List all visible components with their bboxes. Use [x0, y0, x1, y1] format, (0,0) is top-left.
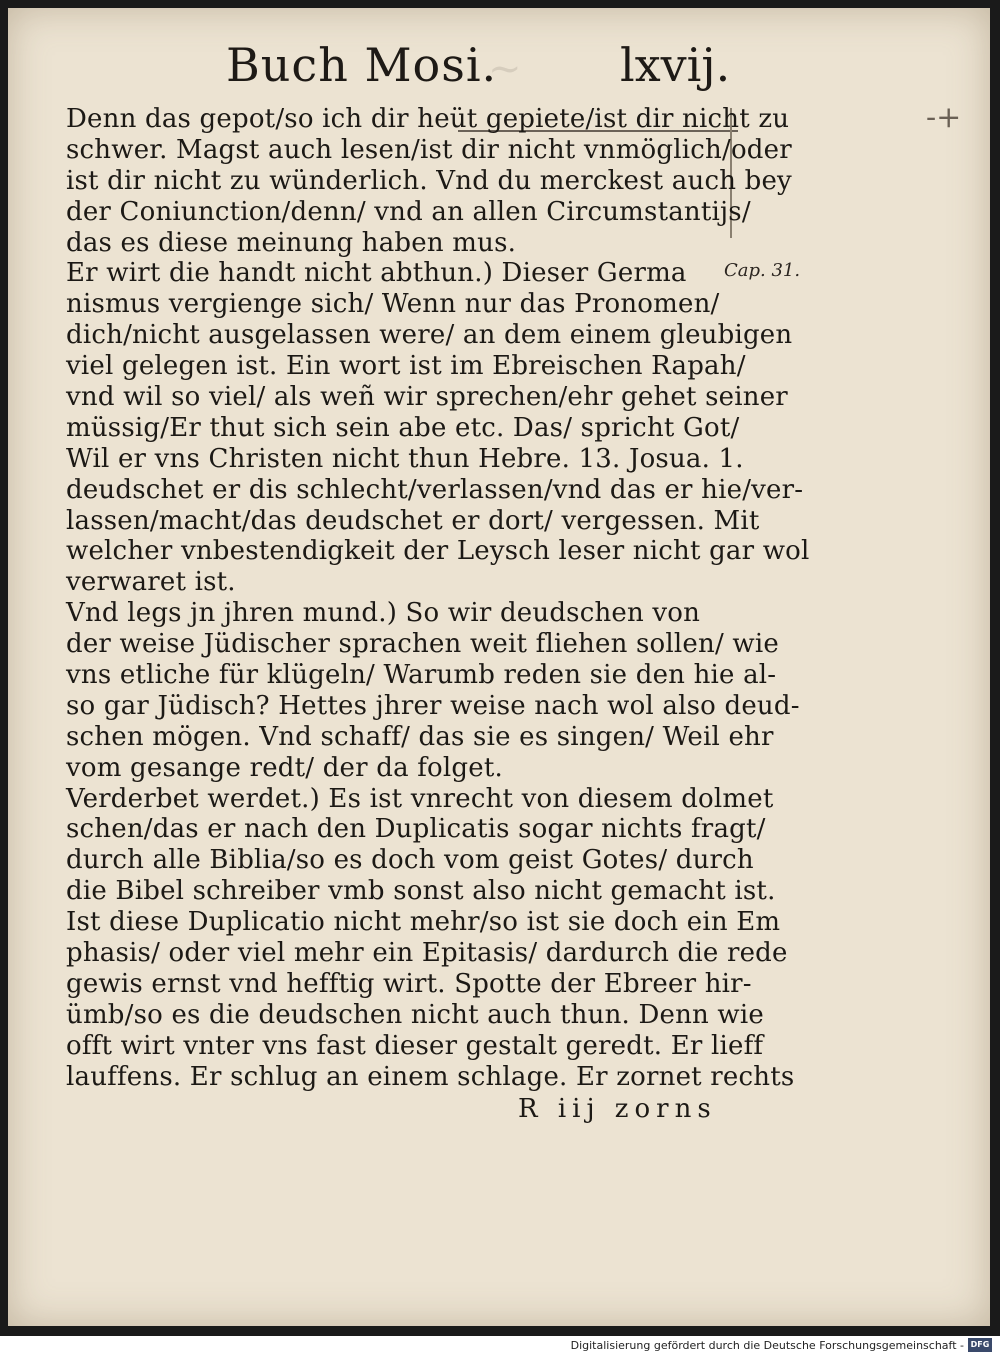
text-line: ümb/so es die deudschen nicht auch thun. Denn wie	[66, 999, 764, 1030]
text-line: welcher vnbestendigkeit der Leysch leser nicht gar wol	[66, 536, 810, 567]
text-line: die Bibel schreiber vmb sonst also nicht gemacht ist.	[66, 876, 776, 907]
text-line: schen/das er nach den Duplicatis sogar nichts fragt/	[66, 814, 766, 845]
text-line: offt wirt vnter vns fast dieser gestalt geredt. Er lieff	[66, 1030, 764, 1061]
text-line: dich/nicht ausgelassen were/ an dem einem gleubigen	[66, 320, 793, 351]
margin-note: Cap. 31.	[724, 260, 801, 281]
text-line: Vnd legs jn jhren mund.) So wir deudschen von	[66, 598, 701, 629]
text-line: verwaret ist.	[66, 567, 236, 598]
show-through-ghost: ~	[488, 46, 522, 92]
text-line: lauffens. Er schlug an einem schlage. Er zornet rechts	[66, 1061, 795, 1092]
text-line: viel gelegen ist. Ein wort ist im Ebreischen Rapah/	[66, 351, 746, 382]
margin-pen-mark: -+	[926, 100, 962, 135]
text-line: der weise Jüdischer sprachen weit fliehen sollen/ wie	[66, 629, 779, 660]
text-line: phasis/ oder viel mehr ein Epitasis/ dardurch die rede	[66, 938, 788, 969]
running-header	[8, 38, 990, 108]
text-line: schwer. Magst auch lesen/ist dir nicht vnmöglich/oder	[66, 134, 792, 165]
text-line: Wil er vns Christen nicht thun Hebre. 13. Josua. 1.	[66, 443, 744, 474]
text-line: müssig/Er thut sich sein abe etc. Das/ spricht Got/	[66, 412, 740, 443]
dfg-logo-icon: DFG	[968, 1338, 992, 1352]
text-line: vom gesange redt/ der da folget.	[66, 752, 503, 783]
text-line: der Coniunction/denn/ vnd an allen Circumstantijs/	[66, 196, 751, 227]
text-line: so gar Jüdisch? Hettes jhrer weise nach wol also deud-	[66, 690, 800, 721]
text-line: Denn das gepot/so ich dir heüt gepiete/ist dir nicht zu	[66, 104, 790, 134]
text-line: lassen/macht/das deudschet er dort/ vergessen. Mit	[66, 505, 760, 536]
text-line: das es diese meinung haben mus.	[66, 227, 517, 258]
text-line: Er wirt die handt nicht abthun.) Dieser Germa	[66, 258, 687, 289]
header-title: Buch Mosi.	[226, 38, 498, 92]
footer-bar	[0, 1336, 1000, 1355]
text-line: ist dir nicht zu wünderlich. Vnd du merckest auch bey	[66, 165, 792, 196]
book-page	[8, 8, 990, 1326]
text-line: Verderbet werdet.) Es ist vnrecht von diesem dolmet	[66, 783, 774, 814]
text-line: gewis ernst vnd hefftig wirt. Spotte der Ebreer hir-	[66, 968, 752, 999]
text-line: durch alle Biblia/so es doch vom geist Gotes/ durch	[66, 845, 754, 876]
footer-credit: Digitalisierung gefördert durch die Deutsche Forschungsgemeinschaft -	[570, 1339, 964, 1352]
folio-number: lxvij.	[620, 38, 731, 92]
text-line: schen mögen. Vnd schaff/ das sie es singen/ Weil ehr	[66, 721, 774, 752]
text-line: vns etliche für klügeln/ Warumb reden sie den hie al-	[66, 660, 777, 691]
text-line: vnd wil so viel/ als weñ wir sprechen/ehr gehet seiner	[66, 382, 788, 413]
text-line: nismus vergienge sich/ Wenn nur das Pronomen/	[66, 289, 720, 320]
catchword-signature: R iij zorns	[518, 1094, 717, 1124]
text-line: Ist diese Duplicatio nicht mehr/so ist sie doch ein Em	[66, 907, 781, 938]
text-line: deudschet er dis schlecht/verlassen/vnd das er hie/ver-	[66, 474, 804, 505]
